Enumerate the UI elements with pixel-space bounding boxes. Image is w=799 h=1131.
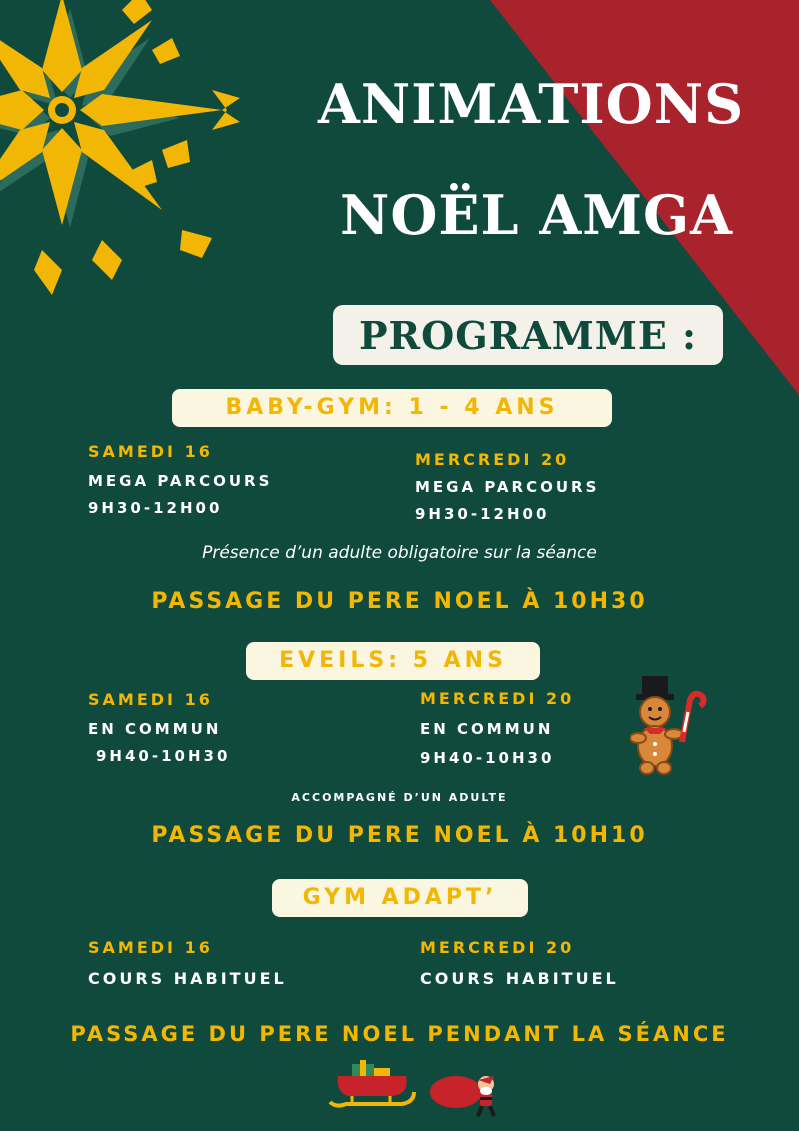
babygym-passage: PASSAGE DU PERE NOEL À 10H30 bbox=[151, 589, 648, 614]
babygym-left-activity: MEGA PARCOURS bbox=[88, 472, 273, 490]
eveils-note: ACCOMPAGNÉ D’UN ADULTE bbox=[291, 791, 508, 804]
gingerbread-icon bbox=[630, 672, 710, 777]
title-line-1: ANIMATIONS bbox=[318, 72, 745, 136]
gymadapt-left-day: SAMEDI 16 bbox=[88, 938, 213, 957]
programme-box bbox=[333, 305, 723, 365]
babygym-heading: BABY-GYM: 1 - 4 ANS bbox=[172, 389, 612, 427]
gymadapt-left-activity: COURS HABITUEL bbox=[88, 969, 287, 988]
gymadapt-right-day: MERCREDI 20 bbox=[420, 938, 575, 957]
eveils-right-day: MERCREDI 20 bbox=[420, 689, 575, 708]
babygym-left-time: 9H30-12H00 bbox=[88, 499, 223, 517]
gymadapt-heading: GYM ADAPT’ bbox=[272, 879, 528, 917]
snowflake-icon bbox=[0, 0, 300, 320]
gymadapt-right-activity: COURS HABITUEL bbox=[420, 969, 619, 988]
programme-label: PROGRAMME : bbox=[358, 313, 698, 358]
eveils-left-activity: EN COMMUN bbox=[88, 720, 222, 738]
sleigh-icon bbox=[326, 1058, 418, 1110]
title-line-2: NOËL AMGA bbox=[340, 183, 734, 247]
babygym-right-day: MERCREDI 20 bbox=[415, 450, 570, 469]
eveils-left-time: 9H40-10H30 bbox=[96, 747, 231, 765]
eveils-passage: PASSAGE DU PERE NOEL À 10H10 bbox=[151, 823, 648, 848]
eveils-right-time: 9H40-10H30 bbox=[420, 749, 555, 767]
eveils-left-day: SAMEDI 16 bbox=[88, 690, 213, 709]
eveils-right-activity: EN COMMUN bbox=[420, 720, 554, 738]
eveils-heading: EVEILS: 5 ANS bbox=[246, 642, 540, 680]
santa-icon bbox=[428, 1070, 504, 1120]
babygym-right-activity: MEGA PARCOURS bbox=[415, 478, 600, 496]
gymadapt-passage: PASSAGE DU PERE NOEL PENDANT LA SÉANCE bbox=[70, 1022, 729, 1046]
babygym-right-time: 9H30-12H00 bbox=[415, 505, 550, 523]
babygym-left-day: SAMEDI 16 bbox=[88, 442, 213, 461]
babygym-note: Présence d’un adulte obligatoire sur la séance bbox=[202, 543, 597, 563]
